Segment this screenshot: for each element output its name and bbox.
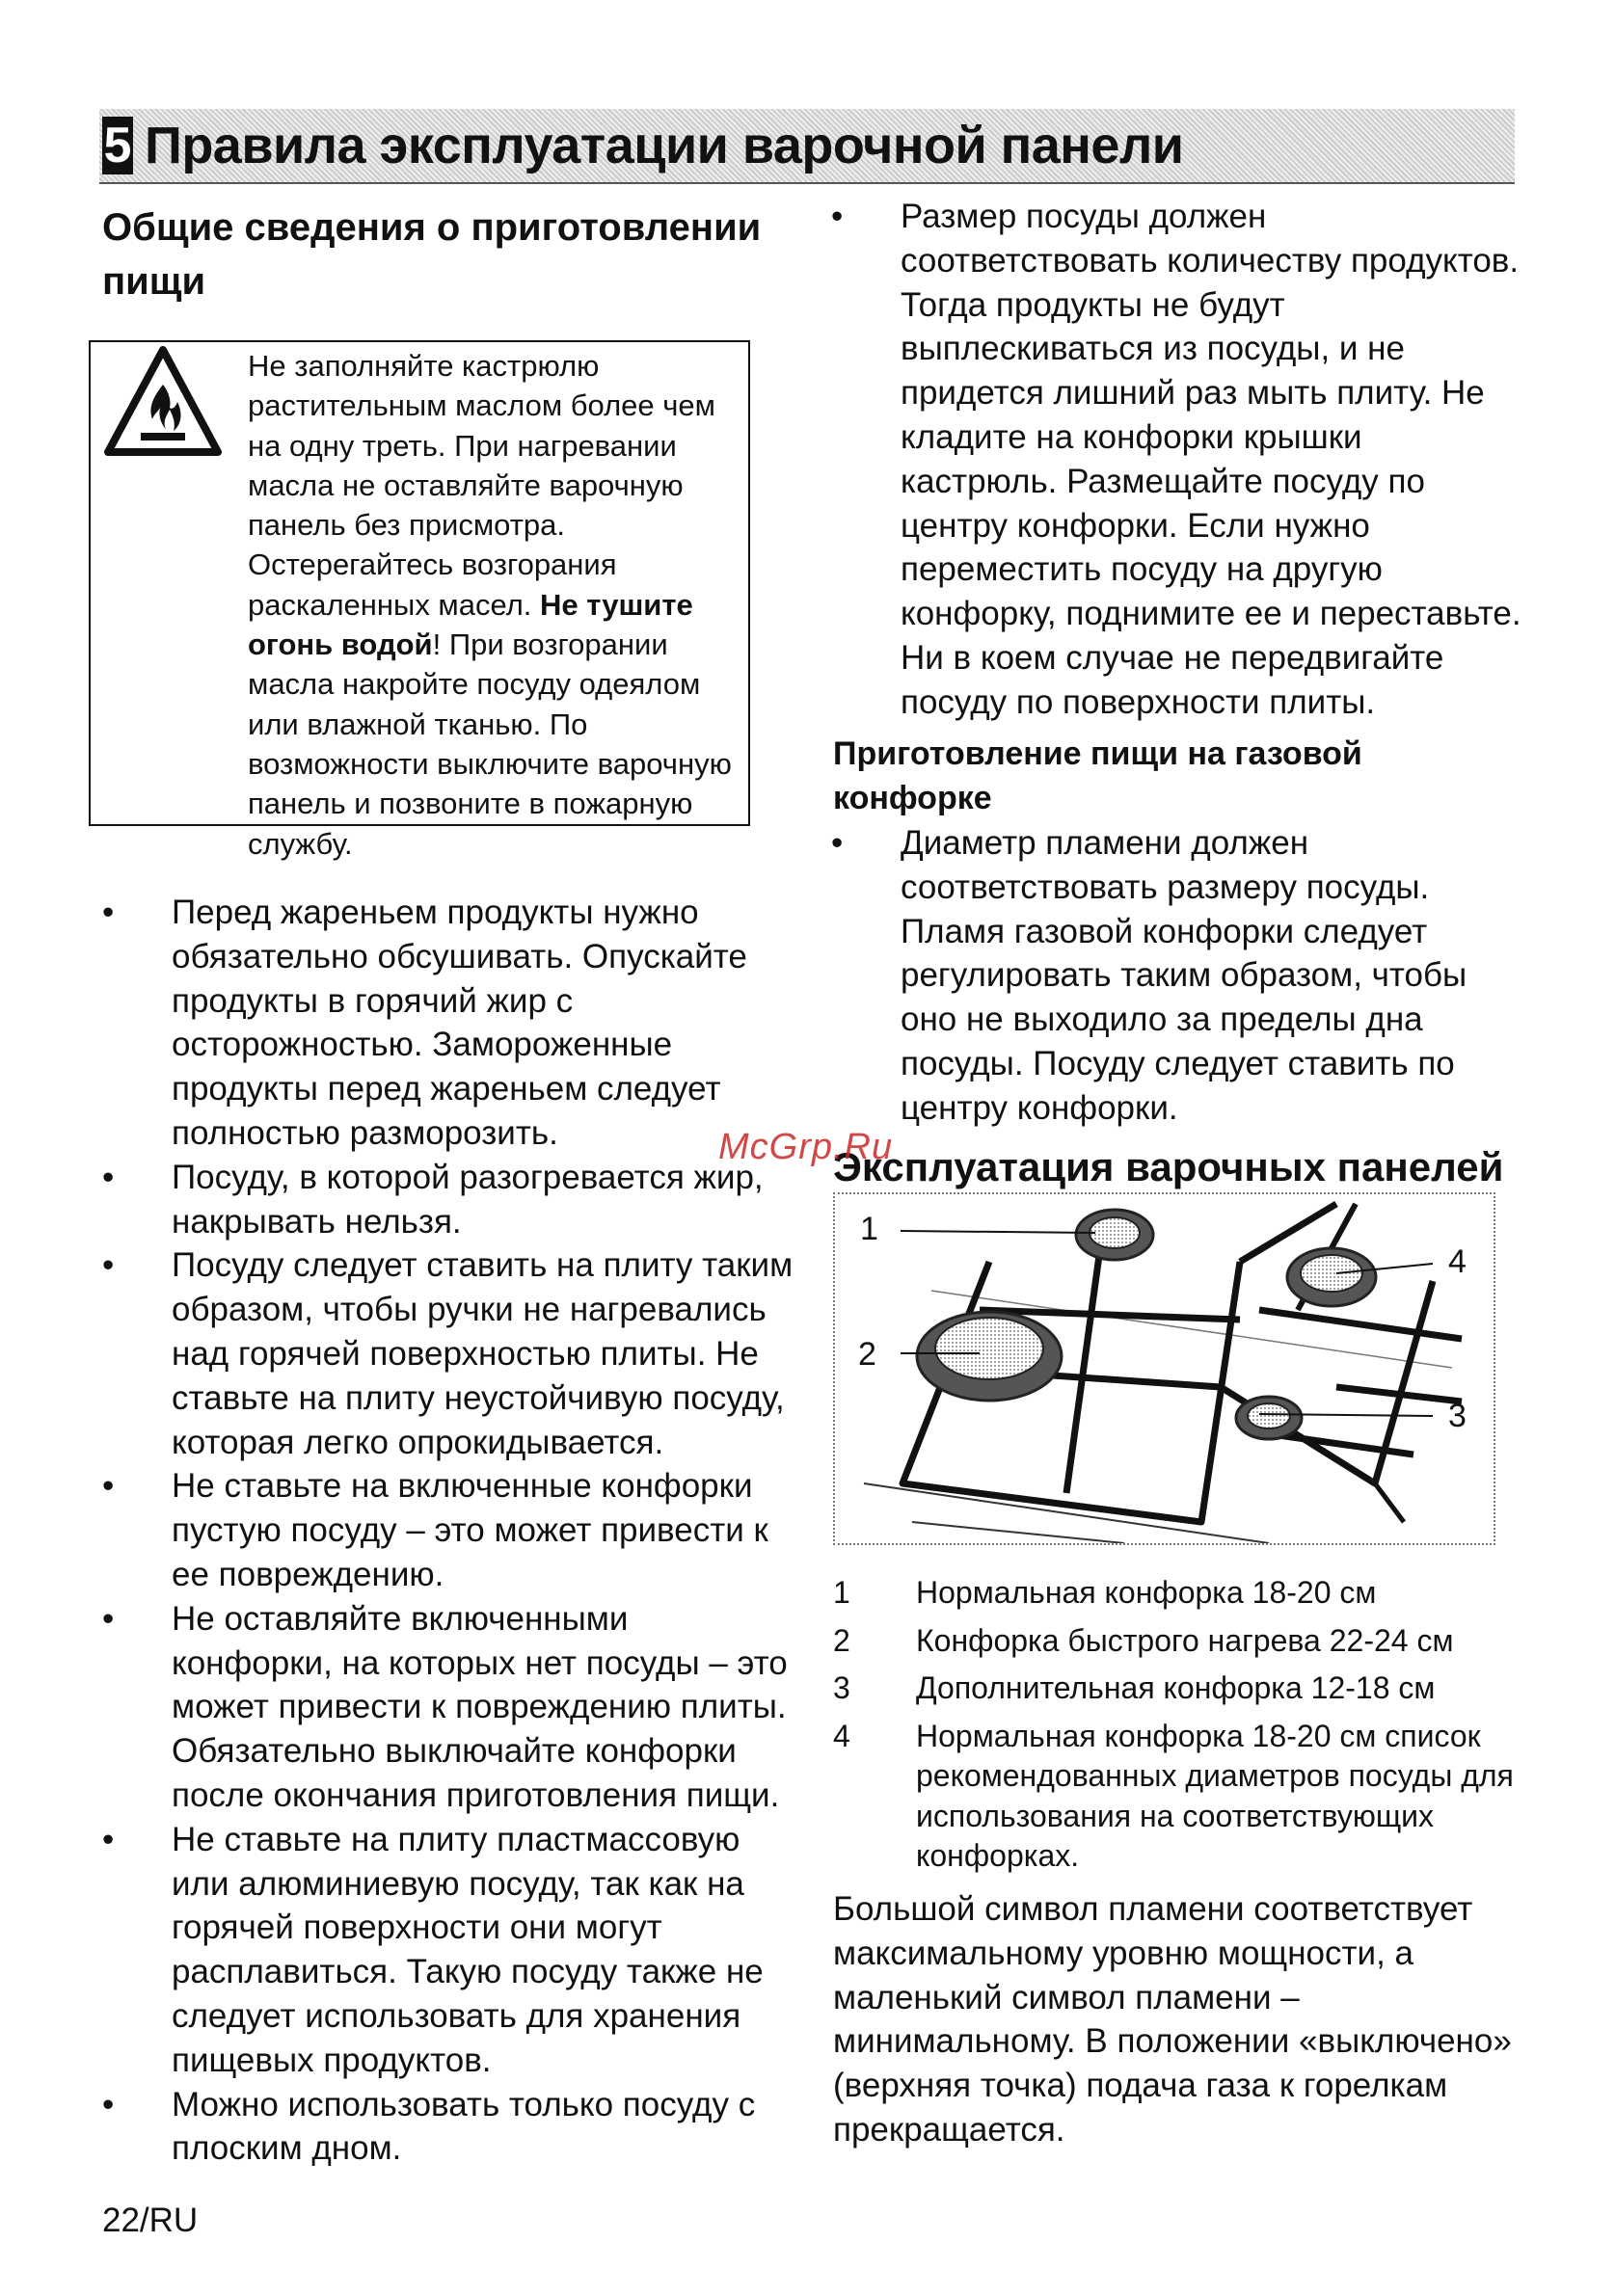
burner-3 — [1236, 1397, 1302, 1439]
list-item: • Посуду, в которой разогревается жир, накрывать нельзя. — [102, 1156, 796, 1244]
burner-legend — [833, 1573, 1527, 1884]
hob-illustration — [835, 1194, 1494, 1543]
section-number: 5 — [103, 118, 132, 174]
figure-label-1: 1 — [860, 1211, 878, 1247]
list-item: • Размер посуды должен соответствовать количеству продуктов. Тогда продукты не будут выплескиваться из посуды, и не придется лишний раз мыть плиту. Не кладите на конфорки крышки кастрюль. Размещайте посуду по центру конфорки. Если нужно переместить посуду на другую конфорку, поднимите ее и переставьте. Ни в коем случае не передвигайте посуду по поверхности плиты. — [831, 195, 1525, 725]
gas-cooking-heading: Приготовление пищи на газовой конфорке — [833, 735, 1362, 816]
list-item: • Не оставляйте включенными конфорки, на которых нет посуды – это может привести к повреждению плиты. Обязательно выключайте конфорки после окончания приготовления пищи. — [102, 1597, 796, 1818]
watermark: McGrp.Ru — [718, 1127, 894, 1167]
warning-box — [89, 340, 750, 861]
hob-figure — [833, 1192, 1495, 1545]
legend-item: 1 Нормальная конфорка 18-20 см — [833, 1575, 1377, 1610]
list-item: • Посуду следует ставить на плиту таким образом, чтобы ручки не нагревались над горячей поверхностью плиты. Не ставьте на плиту неустойчивую посуду, которая легко опрокидывается. — [102, 1243, 796, 1464]
general-info-heading: Общие сведения о приготовлении пищи — [102, 206, 762, 303]
general-bullet-list — [102, 891, 796, 2171]
hob-operation-heading: Эксплуатация варочных панелей — [833, 1144, 1504, 1189]
burner-4 — [1287, 1248, 1376, 1306]
burner-2 — [917, 1312, 1062, 1401]
fire-warning-icon — [102, 344, 224, 460]
warning-bold: Не тушите огонь водой — [248, 587, 693, 662]
section-header — [99, 109, 1515, 184]
flame-symbol-paragraph: Большой символ пламени соответствует максимальному уровню мощности, а маленький символ пламени – минимальному. В положении «выключено» (верхняя точка) подача газа к горелкам прекращается. — [833, 1890, 1512, 2149]
figure-label-3: 3 — [1448, 1398, 1467, 1434]
legend-item: 2 Конфорка быстрого нагрева 22-24 см — [833, 1622, 1454, 1658]
list-item: • Можно использовать только посуду с плоским дном. — [102, 2083, 796, 2172]
page-title: Правила эксплуатации варочной панели — [145, 117, 1184, 174]
warning-text: Не заполняйте кастрюлю растительным маслом более чем на одну треть. При нагревании масла не оставляйте варочную панель без присмотра. Остерегайтесь возгорания раскаленных масел. Не тушите огонь водой! При возгорании масла накройте посуду одеялом или влажной тканью. По возможности выключите варочную панель и позвоните в пожарную службу. — [248, 349, 732, 861]
cookware-bullet-list — [831, 195, 1525, 725]
list-item: • Перед жареньем продукты нужно обязательно обсушивать. Опускайте продукты в горячий жир с осторожностью. Замороженные продукты перед жареньем следует полностью разморозить. — [102, 891, 796, 1156]
list-item: • Не ставьте на включенные конфорки пустую посуду – это может привести к ее повреждению. — [102, 1464, 796, 1596]
legend-item: 3 Дополнительная конфорка 12-18 см — [833, 1670, 1436, 1705]
list-item: • Диаметр пламени должен соответствовать размеру посуды. Пламя газовой конфорки следует регулировать таким образом, чтобы оно не выходило за пределы дна посуды. Посуду следует ставить по центру конфорки. — [831, 821, 1525, 1131]
figure-label-2: 2 — [858, 1336, 876, 1373]
gas-bullet-list — [831, 821, 1525, 1131]
figure-label-4: 4 — [1448, 1243, 1467, 1280]
list-item: • Не ставьте на плиту пластмассовую или алюминиевую посуду, так как на горячей поверхности они могут расплавиться. Такую посуду также не следует использовать для хранения пищевых продуктов. — [102, 1818, 796, 2083]
legend-item: 4 Нормальная конфорка 18-20 см список рекомендованных диаметров посуды для использования на соответствующих конфорках. — [833, 1718, 1514, 1873]
burner-1 — [1076, 1210, 1153, 1260]
page-number: 22/RU — [102, 2202, 199, 2239]
